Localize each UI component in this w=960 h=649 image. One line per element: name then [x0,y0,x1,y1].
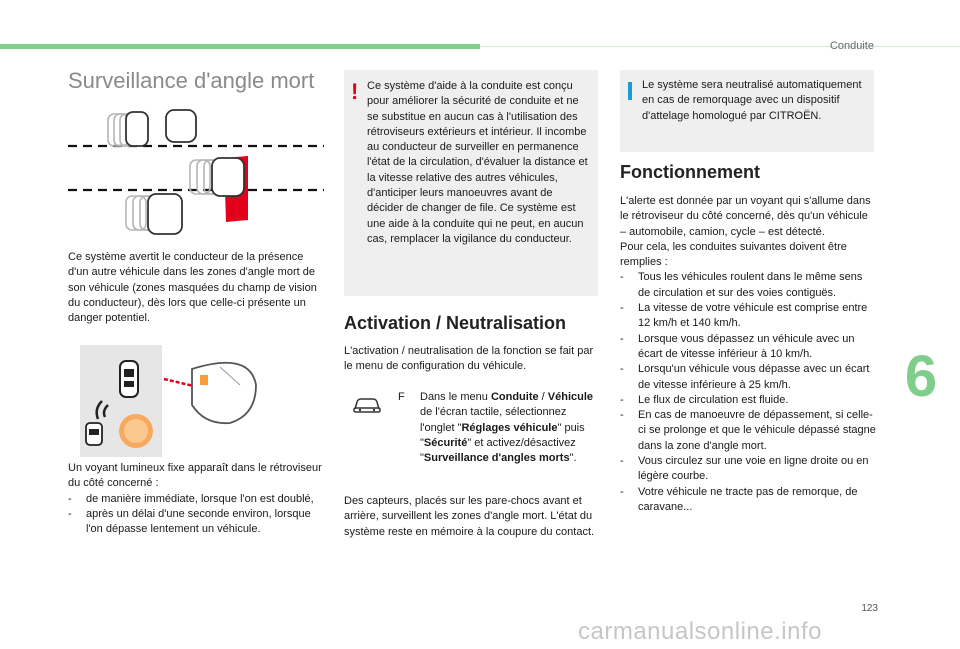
option-surveillance: Surveillance d'angles morts [423,452,570,465]
list-item: - Votre véhicule ne tracte pas de remorque, de caravane... [620,485,876,516]
activation-step [420,390,600,466]
fonctionnement-paragraph: L'alerte est donnée par un voyant qui s'allume dans le rétroviseur du côté concerné, dès qu'un véhicule – automobile, camion, cycle – est détecté. [620,195,871,238]
fonctionnement-body [620,194,876,515]
list-item: - Lorsqu'un véhicule vous dépasse avec un écart de vitesse inférieure à 25 km/h. [620,362,876,393]
blind-spot-illustration [66,100,328,240]
list-item: - Le flux de circulation est fluide. [620,393,876,408]
tab-reglages-vehicule: Réglages véhicule [461,421,558,434]
step-text: " et activez/désactivez " [420,436,576,465]
step-text: / [538,391,548,403]
menu-conduite: Conduite [490,391,539,403]
list-item: - après un délai d'une seconde environ, lorsque l'on dépasse lentement un véhicule. [68,507,328,538]
info-box [620,70,874,152]
header-accent-bar [0,44,480,49]
info-text: Le système sera neutralisé automatiquement en cas de remorquage avec un dispositif d'attelage homologué par CITROËN. [642,79,862,122]
tab-securite: Sécurité [423,436,468,449]
list-item: - Lorsque vous dépassez un véhicule avec un écart de vitesse inférieur à 10 km/h. [620,332,876,363]
fonctionnement-heading: Fonctionnement [620,162,760,182]
list-item: - La vitesse de votre véhicule est comprise entre 12 km/h et 140 km/h. [620,301,876,332]
chapter-number: 6 [904,344,938,409]
warning-text: Ce système d'aide à la conduite est conçu pour améliorer la sécurité de conduite et ne se substitue en aucun cas à l'utilisation des rétroviseurs extérieurs et intérieur. Il incombe au conducteur de surveiller en permanence l'état de la circulation, d'évaluer la distance et la vitesse relative des autres véhicules, d'anticiper leurs manoeuvres avant de décider de changer de file. Ce système est une aide à la conduite qui ne peut, en aucun cas, remplacer la vigilance du conducteur. [367,80,588,245]
page-title: Surveillance d'angle mort [68,68,315,93]
mirror-list [68,492,328,538]
watermark: carmanualsonline.info [578,618,822,645]
fonctionnement-paragraph: Pour cela, les conduites suivantes doivent être remplies : [620,240,847,269]
mirror-indicator-illustration [80,345,330,457]
sensors-paragraph: Des capteurs, placés sur les pare-chocs avant et arrière, surveillent les zones d'angle mort. L'état du système reste en mémoire à la coupure du contact. [344,495,595,538]
intro-paragraph: Ce système avertit le conducteur de la présence d'un autre véhicule dans les zones d'angle mort de son véhicule (zones masquées du champ de vision du conducteur), dès lors que celle-ci présente un danger potentiel. [68,251,317,325]
list-item: - Vous circulez sur une voie en ligne droite ou en légère courbe. [620,454,876,485]
car-settings-icon [352,395,382,415]
step-text: Dans le menu [420,391,491,403]
step-text: de l'écran tactile, sélectionnez l'onglet " [420,406,567,434]
step-marker: F [398,391,405,403]
list-item: - En cas de manoeuvre de dépassement, si celle-ci se prolonge et que le véhicule dépassé stagne dans la zone d'angle mort. [620,408,876,454]
list-item: - de manière immédiate, lorsque l'on est doublé, [68,492,328,507]
warning-box [344,70,598,296]
warning-icon: ! [351,79,359,104]
section-title: Conduite [829,40,874,52]
info-icon [628,82,632,100]
page-number: 123 [861,603,878,614]
menu-vehicule: Véhicule [547,391,594,403]
header-rule [480,46,960,47]
activation-heading: Activation / Neutralisation [344,313,567,333]
conditions-list [620,270,876,515]
step-text: " puis " [420,421,585,449]
step-text: ". [569,452,577,465]
list-item: - Tous les véhicules roulent dans le même sens de circulation et sur des voies contiguës. [620,270,876,301]
mirror-intro: Un voyant lumineux fixe apparaît dans le rétroviseur du côté concerné : [68,462,322,490]
mirror-description [68,461,328,537]
activation-intro: L'activation / neutralisation de la fonction se fait par le menu de configuration du véhicule. [344,345,594,373]
